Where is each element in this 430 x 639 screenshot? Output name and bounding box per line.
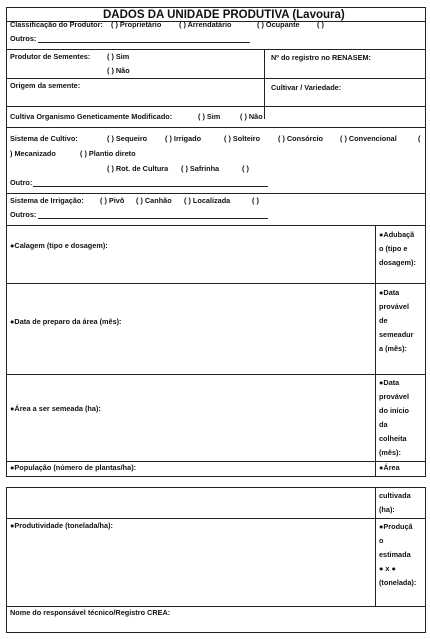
cultivo-option-mecanizado[interactable]: ) Mecanizado bbox=[10, 149, 56, 158]
area-cultivada-line: Área bbox=[383, 463, 400, 472]
populacao-bullet-icon: ● bbox=[10, 463, 15, 472]
irrigacao-option-other[interactable]: ( ) bbox=[252, 196, 259, 205]
colheita-line: provável bbox=[379, 392, 410, 401]
calagem-text: Calagem (tipo e dosagem): bbox=[14, 241, 108, 250]
row-divider bbox=[6, 78, 426, 79]
ogm-label: Cultiva Organismo Geneticamente Modificado: bbox=[10, 112, 173, 121]
irrigacao-outros-label: Outros: bbox=[10, 210, 37, 219]
classificacao-option-other[interactable]: ( ) bbox=[317, 20, 324, 29]
semeadura-line: semeadur bbox=[379, 330, 414, 339]
row-divider bbox=[6, 127, 426, 128]
produtividade-text: Produtividade (tonelada/ha): bbox=[14, 521, 113, 530]
semeadura-bullet-icon: ● bbox=[379, 288, 384, 297]
producao-line: (tonelada): bbox=[379, 578, 417, 587]
irrigacao-outros-line[interactable] bbox=[38, 218, 268, 219]
semeadura-line: a (mês): bbox=[379, 344, 407, 353]
producao-line: Produçã bbox=[383, 522, 413, 531]
irrigacao-option-pivo[interactable]: ( ) Pivô bbox=[100, 196, 125, 205]
populacao-text: População (número de plantas/ha): bbox=[14, 463, 137, 472]
cultivo-option-safrinha[interactable]: ( ) Safrinha bbox=[181, 164, 220, 173]
produtor-sementes-label: Produtor de Sementes: bbox=[10, 52, 91, 61]
preparo-bullet-icon: ● bbox=[10, 317, 15, 326]
area-cultivada-line: (ha): bbox=[379, 505, 395, 514]
classificacao-option-arrendatario[interactable]: ( ) Arrendatário bbox=[179, 20, 232, 29]
producao-line: estimada bbox=[379, 550, 411, 559]
calagem-bullet-icon: ● bbox=[10, 241, 15, 250]
row-divider bbox=[6, 374, 426, 375]
row-divider bbox=[6, 283, 426, 284]
ogm-nao[interactable]: ( ) Não bbox=[240, 112, 263, 121]
producao-label bbox=[379, 520, 416, 590]
area-cultivada-bullet-icon: ● bbox=[379, 463, 384, 472]
adubacao-line: o (tipo e bbox=[379, 244, 408, 253]
cultivo-option-consorcio[interactable]: ( ) Consórcio bbox=[278, 134, 323, 143]
row-divider bbox=[6, 225, 426, 226]
cultivo-option-other[interactable]: ( ) bbox=[242, 164, 249, 173]
produtividade-label bbox=[10, 522, 113, 530]
produtor-sementes-nao[interactable]: ( ) Não bbox=[107, 66, 130, 75]
area-cultivada-line: cultivada bbox=[379, 491, 411, 500]
row-divider bbox=[6, 106, 426, 107]
area-semeada-text: Área a ser semeada (ha): bbox=[14, 404, 101, 413]
form-title: DADOS DA UNIDADE PRODUTIVA (Lavoura) bbox=[103, 9, 345, 21]
preparo-text: Data de preparo da área (mês): bbox=[14, 317, 122, 326]
classificacao-label: Classificação do Produtor: bbox=[10, 20, 103, 29]
cultivo-outro-line[interactable] bbox=[33, 186, 268, 187]
origem-semente-label: Origem da semente: bbox=[10, 81, 81, 90]
irrigacao-option-localizada[interactable]: ( ) Localizada bbox=[184, 196, 231, 205]
right-column-divider bbox=[375, 487, 376, 606]
cultivo-option-plantio-direto[interactable]: ( ) Plantio direto bbox=[80, 149, 136, 158]
preparo-label bbox=[10, 318, 121, 326]
row-divider bbox=[6, 49, 426, 50]
cultivo-outro-label: Outro: bbox=[10, 178, 33, 187]
colheita-line: (mês): bbox=[379, 448, 401, 457]
ogm-sim[interactable]: ( ) Sim bbox=[198, 112, 221, 121]
cultivo-option-irrigado[interactable]: ( ) Irrigado bbox=[165, 134, 202, 143]
right-column-divider bbox=[375, 225, 376, 477]
producao-bullet-icon: ● bbox=[379, 522, 384, 531]
responsavel-label: Nome do responsável técnico/Registro CREA: bbox=[10, 608, 171, 617]
colheita-bullet-icon: ● bbox=[379, 378, 384, 387]
produtor-sementes-sim[interactable]: ( ) Sim bbox=[107, 52, 130, 61]
produtividade-bullet-icon: ● bbox=[10, 521, 15, 530]
row-divider bbox=[6, 606, 426, 607]
colheita-line: do início bbox=[379, 406, 409, 415]
colheita-line: da bbox=[379, 420, 388, 429]
registro-renasem-label: Nº do registro no RENASEM: bbox=[271, 53, 371, 62]
calagem-label bbox=[10, 242, 108, 250]
producao-line: o bbox=[379, 536, 384, 545]
row-divider bbox=[6, 461, 426, 462]
cultivo-option-mecanizado-open[interactable]: ( bbox=[418, 134, 421, 143]
area-semeada-label bbox=[10, 405, 101, 413]
area-cultivada-continued bbox=[379, 489, 411, 517]
row-divider bbox=[6, 518, 426, 519]
colheita-line: Data bbox=[383, 378, 400, 387]
area-semeada-bullet-icon: ● bbox=[10, 404, 15, 413]
irrigacao-option-canhao[interactable]: ( ) Canhão bbox=[136, 196, 172, 205]
adubacao-line: Adubaçã bbox=[383, 230, 415, 239]
semeadura-line: provável bbox=[379, 302, 410, 311]
semeadura-line: Data bbox=[383, 288, 400, 297]
sistema-cultivo-label: Sistema de Cultivo: bbox=[10, 134, 78, 143]
colheita-label bbox=[379, 376, 409, 460]
semeadura-line: de bbox=[379, 316, 388, 325]
row-divider bbox=[6, 193, 426, 194]
populacao-label bbox=[10, 464, 136, 472]
cultivo-option-rot-cultura[interactable]: ( ) Rot. de Cultura bbox=[107, 164, 169, 173]
adubacao-label bbox=[379, 228, 416, 270]
cultivo-option-convencional[interactable]: ( ) Convencional bbox=[340, 134, 397, 143]
cultivo-option-solteiro[interactable]: ( ) Solteiro bbox=[224, 134, 261, 143]
cultivar-label: Cultivar / Variedade: bbox=[271, 83, 342, 92]
classificacao-outros-label: Outros: bbox=[10, 34, 37, 43]
semeadura-label bbox=[379, 286, 413, 356]
colheita-line: colheita bbox=[379, 434, 407, 443]
adubacao-bullet-icon: ● bbox=[379, 230, 384, 239]
area-cultivada-start bbox=[379, 464, 400, 472]
adubacao-line: dosagem): bbox=[379, 258, 416, 267]
classificacao-option-proprietario[interactable]: ( ) Proprietário bbox=[111, 20, 162, 29]
producao-line: ● x ● bbox=[379, 564, 396, 573]
cultivo-option-sequeiro[interactable]: ( ) Sequeiro bbox=[107, 134, 148, 143]
sistema-irrigacao-label: Sistema de Irrigação: bbox=[10, 196, 84, 205]
classificacao-option-ocupante[interactable]: ( ) Ocupante bbox=[257, 20, 300, 29]
col-divider bbox=[264, 49, 265, 119]
classificacao-outros-line[interactable] bbox=[38, 42, 250, 43]
